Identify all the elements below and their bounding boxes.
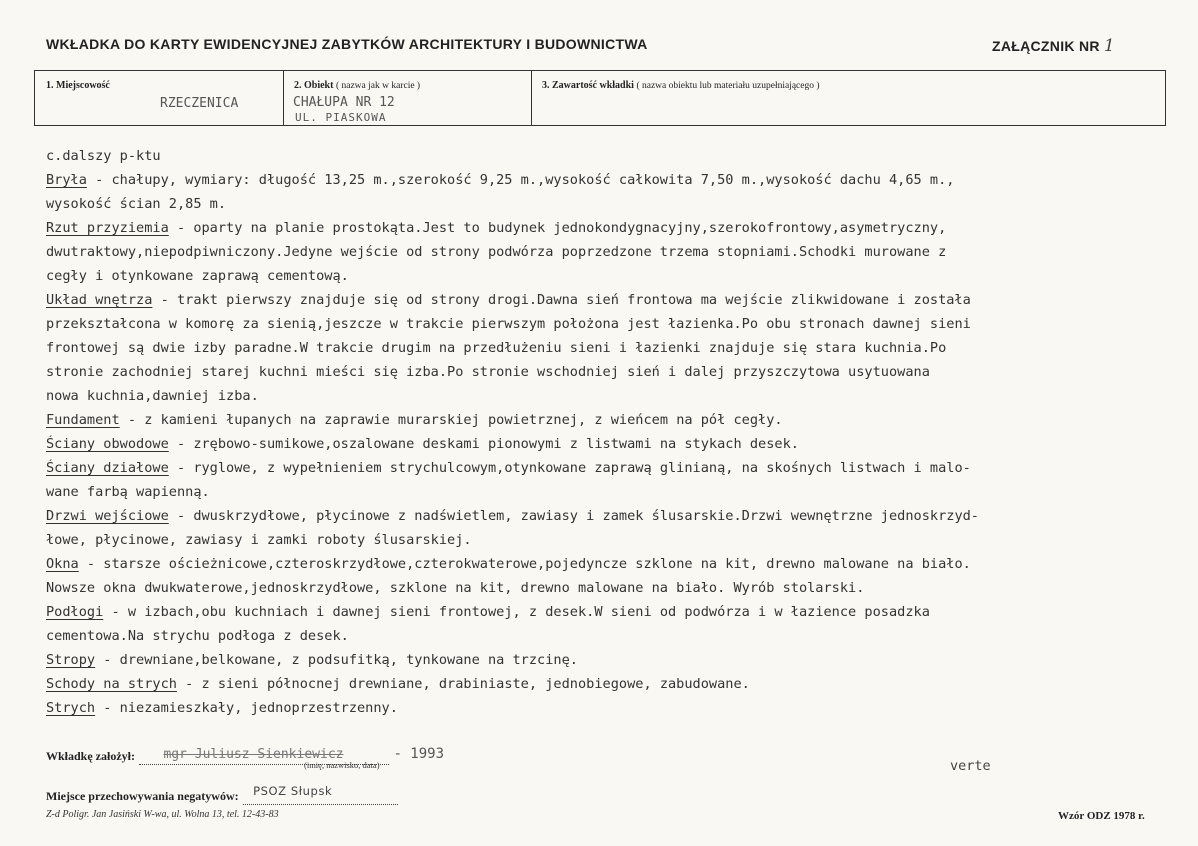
text-line: [46, 456, 1176, 480]
text-line: [46, 552, 1176, 576]
section-heading: Stropy: [46, 652, 96, 668]
text-line: wysokość ścian 2,85 m.: [46, 196, 227, 212]
text-line: [46, 696, 1176, 720]
section-text: - z kamieni łupanych na zaprawie murarskiej powietrznej, z wieńcem na pół cegły.: [119, 412, 783, 428]
section-text: - trakt pierwszy znajduje się od strony drogi.Dawna sień frontowa ma wejście zlikwidowane i została: [152, 292, 971, 308]
field-contents-label-note: ( nazwa obiektu lub materiału uzupełniającego ): [636, 81, 820, 91]
text-line: [46, 288, 1176, 312]
form-model: Wzór ODZ 1978 r.: [1058, 810, 1145, 822]
text-line: [46, 600, 1176, 624]
section-heading: Okna: [46, 556, 79, 572]
text-line: łowe, płycinowe, zawiasy i zamki roboty ślusarskiej.: [46, 532, 472, 548]
section-text: - niezamieszkały, jednoprzestrzenny.: [95, 700, 398, 716]
text-line: [46, 672, 1176, 696]
founder-hint: (imię, nazwisko, data): [304, 760, 380, 770]
verte-note: verte: [950, 758, 991, 774]
field-locality: [35, 71, 284, 125]
section-heading: Strych: [46, 700, 96, 716]
text-line: Nowsze okna dwukwaterowe,jednoskrzydłowe, szklone na kit, drewno malowane na biało. Wyrób stolarski.: [46, 580, 865, 596]
field-contents: [531, 71, 1165, 125]
field-object-label-note: ( nazwa jak w karcie ): [335, 81, 421, 91]
section-text: - oparty na planie prostokąta.Jest to budynek jednokondygnacyjny,szerokofrontowy,asymetryczny,: [168, 220, 947, 236]
text-line: stronie zachodniej starej kuchni mieści się izba.Po stronie wschodniej sień i dalej przyszczytowa usytuowana: [46, 364, 930, 380]
founder-year: - 1993: [393, 746, 445, 762]
storage-value: PSOZ Słupsk: [253, 784, 333, 798]
text-line: [46, 408, 1176, 432]
text-line: nowa kuchnia,dawniej izba.: [46, 388, 259, 404]
field-object-label: [294, 80, 420, 91]
field-object-address: UL. PIASKOWA: [295, 111, 387, 124]
section-heading: Układ wnętrza: [46, 292, 153, 308]
founder-name: mgr Juliusz Sienkiewicz: [163, 747, 344, 762]
field-locality-value: RZECZENICA: [160, 96, 239, 111]
section-heading: Schody na strych: [46, 676, 177, 692]
section-text: - starsze ościeżnicowe,czteroskrzydłowe,czterokwaterowe,pojedyncze szklone na kit, drewno malowane na biało.: [78, 556, 971, 572]
section-text: - w izbach,obu kuchniach i dawnej sieni frontowej, z desek.W sieni od podwórza i w łazience posadzka: [103, 604, 930, 620]
annex-number: [992, 36, 1115, 56]
storage-dotted-line: [243, 784, 398, 805]
annex-number-value: 1: [1103, 36, 1115, 56]
field-object: [283, 71, 532, 125]
text-line: wane farbą wapienną.: [46, 484, 210, 500]
text-line: przekształcona w komorę za sienią,jeszcze w trakcie pierwszym położona jest łazienka.Po obu stronach dawnej sieni: [46, 316, 971, 332]
section-text: - ryglowe, z wypełnieniem strychulcowym,otynkowane zaprawą glinianą, na skośnych listwach i malo-: [168, 460, 971, 476]
text-line: [46, 432, 1176, 456]
text-line: [46, 504, 1176, 528]
section-text: - dwuskrzydłowe, płycinowe z nadświetlem, zawiasy i zamek ślusarskie.Drzwi wewnętrzne jednoskrzyd-: [168, 508, 979, 524]
founder-label: Wkładkę założył:: [46, 749, 135, 763]
section-heading: Fundament: [46, 412, 120, 428]
section-heading: Rzut przyziemia: [46, 220, 169, 236]
section-text: - chałupy, wymiary: długość 13,25 m.,szerokość 9,25 m.,wysokość całkowita 7,50 m.,wysokość dachu 4,65 m.,: [86, 172, 955, 188]
field-contents-label: [542, 80, 820, 91]
field-object-value: CHAŁUPA NR 12: [293, 95, 395, 110]
text-line: frontowej są dwie izby paradne.W trakcie drugim na przedłużeniu sieni i łazienki znajduje się stara kuchnia.Po: [46, 340, 947, 356]
text-line: [46, 168, 1176, 192]
section-heading: Ściany działowe: [46, 460, 169, 476]
storage-label: Miejsce przechowywania negatywów:: [46, 789, 239, 803]
text-line: c.dalszy p-ktu: [46, 148, 161, 164]
text-line: cegły i otynkowane zaprawą cementową.: [46, 268, 349, 284]
field-object-label-text: 2. Obiekt: [294, 80, 334, 91]
section-heading: Bryła: [46, 172, 87, 188]
founder-field: [46, 746, 445, 770]
typed-description: [46, 144, 1176, 720]
annex-label: ZAŁĄCZNIK NR: [992, 38, 1100, 54]
header-fields-table: [34, 70, 1166, 126]
text-line: [46, 216, 1176, 240]
field-contents-label-text: 3. Zawartość wkładki: [542, 80, 634, 91]
text-line: cementowa.Na strychu podłoga z desek.: [46, 628, 349, 644]
section-text: - zrębowo-sumikowe,oszalowane deskami pionowymi z listwami na stykach desek.: [168, 436, 799, 452]
section-text: - drewniane,belkowane, z podsufitką, tynkowane na trzcinę.: [95, 652, 578, 668]
section-heading: Drzwi wejściowe: [46, 508, 169, 524]
section-heading: Podłogi: [46, 604, 104, 620]
text-line: dwutraktowy,niepodpiwniczony.Jedyne wejście od strony podwórza poprzedzone trzema stopniami.Schodki murowane z: [46, 244, 947, 260]
text-line: [46, 648, 1176, 672]
negatives-storage-field: [46, 784, 398, 805]
form-title: WKŁADKA DO KARTY EWIDENCYJNEJ ZABYTKÓW ARCHITEKTURY I BUDOWNICTWA: [46, 36, 648, 52]
field-locality-label: 1. Miejscowość: [46, 80, 110, 91]
section-heading: Ściany obwodowe: [46, 436, 169, 452]
section-text: - z sieni północnej drewniane, drabiniaste, jednobiegowe, zabudowane.: [176, 676, 750, 692]
printer-imprint: Z-d Poligr. Jan Jasiński W-wa, ul. Wolna 13, tel. 12-43-83: [46, 809, 279, 820]
